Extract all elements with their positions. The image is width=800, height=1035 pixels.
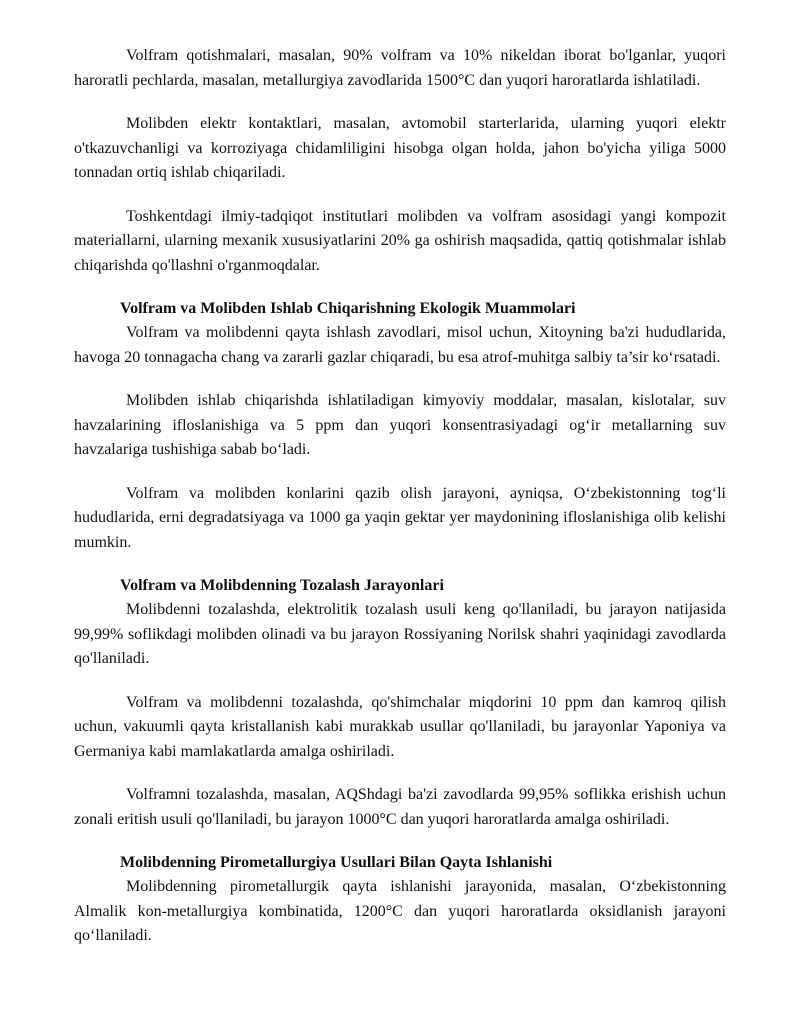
- paragraph-tashkent-research: Toshkentdagi ilmiy-tadqiqot institutlari molibden va volfram asosidagi yangi kompozit materiallarni, ularning mexanik xususiyatlarini 20% ga oshirish maqsadida, qattiq qotishmalar ishlab chiqarishda qo'llashni o'rganmoqdalar.: [74, 207, 726, 274]
- paragraph-pyrometallurgy-1: Molibdenning pirometallurgik qayta ishlanishi jarayonida, masalan, O‘zbekistonning Almalik kon-metallurgiya kombinatida, 1200°C dan yuqori haroratlarda oksidlanish jarayoni qo‘llaniladi.: [74, 878, 726, 944]
- heading-ecology: Volfram va Molibden Ishlab Chiqarishning Ekologik Muammolari: [120, 300, 576, 317]
- heading-refining: Volfram va Molibdenning Tozalash Jarayonlari: [120, 577, 444, 594]
- paragraph-refining-2: Volfram va molibdenni tozalashda, qo'shimchalar miqdorini 10 ppm dan kamroq qilish uchun, vakuumli qayta kristallanish kabi murakkab usullar qo'llaniladi, bu jarayonlar Yaponiya va Germaniya kabi mamlakatlarda amalga oshiriladi.: [74, 693, 726, 760]
- paragraph-tungsten-alloys: Volfram qotishmalari, masalan, 90% volfram va 10% nikeldan iborat bo'lganlar, yuqori haroratli pechlarda, masalan, metallurgiya zavodlarida 1500°C dan yuqori haroratlarda ishlatiladi.: [74, 47, 726, 89]
- paragraph-refining-1: Molibdenni tozalashda, elektrolitik tozalash usuli keng qo'llaniladi, bu jarayon natijasida 99,99% soflikdagi molibden olinadi va bu jarayon Rossiyaning Norilsk shahri yaqinidagi zavodlarda qo'llaniladi.: [74, 601, 726, 667]
- paragraph-ecology-2: Molibden ishlab chiqarishda ishlatiladigan kimyoviy moddalar, masalan, kislotalar, suv havzalarining ifloslanishiga va 5 ppm dan yuqori konsentrasiyadagi og‘ir metallarning suv havzalariga tushishiga sabab bo‘ladi.: [74, 392, 726, 458]
- paragraph-molybdenum-contacts: Molibden elektr kontaktlari, masalan, avtomobil starterlarida, ularning yuqori elektr o'tkazuvchanligi va korroziyaga chidamliligini hisobga olgan holda, jahon bo'yicha yiliga 5000 tonnadan ortiq ishlab chiqariladi.: [74, 115, 726, 181]
- heading-pyrometallurgy: Molibdenning Pirometallurgiya Usullari Bilan Qayta Ishlanishi: [120, 854, 553, 871]
- paragraph-refining-3: Volframni tozalashda, masalan, AQShdagi ba'zi zavodlarda 99,95% soflikka erishish uchun zonali eritish usuli qo'llaniladi, bu jarayon 1000°C dan yuqori haroratlarda amalga oshiriladi.: [74, 786, 726, 828]
- paragraph-ecology-3: Volfram va molibden konlarini qazib olish jarayoni, ayniqsa, O‘zbekistonning tog‘li hududlarida, erni degradatsiyaga va 1000 ga yaqin gektar yer maydonining ifloslanishiga olib kelishi mumkin.: [74, 484, 726, 551]
- paragraph-ecology-1: Volfram va molibdenni qayta ishlash zavodlari, misol uchun, Xitoyning ba'zi hududlarida, havoga 20 tonnagacha chang va zararli gazlar chiqaradi, bu esa atrof-muhitga salbiy ta’sir ko‘rsatadi.: [74, 324, 726, 366]
